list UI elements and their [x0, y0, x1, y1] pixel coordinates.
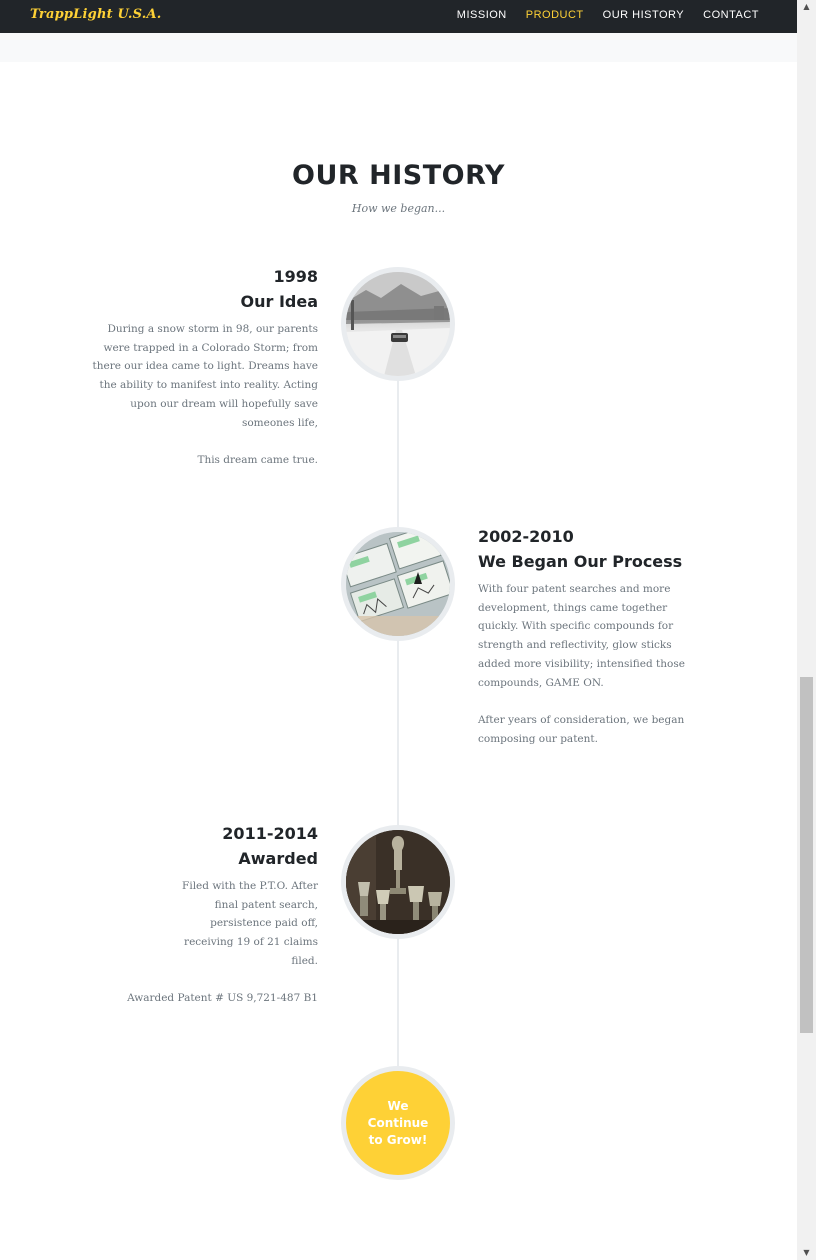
timeline-year: 2002-2010 — [478, 527, 574, 546]
timeline-paragraph: This dream came true. — [197, 453, 318, 466]
timeline-body — [78, 320, 318, 470]
timeline-heading: We Began Our Process — [478, 552, 683, 571]
timeline-image-snowy-road — [341, 267, 455, 381]
timeline-year: 2011-2014 — [222, 824, 318, 843]
timeline-year: 1998 — [273, 267, 318, 286]
timeline-heading: Awarded — [238, 849, 318, 868]
timeline-paragraph: Awarded Patent # US 9,721-487 B1 — [127, 992, 318, 1005]
scrollbar[interactable] — [797, 0, 816, 1260]
timeline-paragraph: With four patent searches and more development, things came together quickly. With specific compounds for strength and reflectivity, glow sticks added more visibility; intensified those compounds, GAME ON. — [478, 583, 685, 689]
timeline-heading: Our Idea — [240, 292, 318, 311]
scroll-down-icon[interactable]: ▼ — [803, 1248, 810, 1257]
section-subtitle: How we began... — [351, 202, 446, 215]
timeline-paragraph: After years of consideration, we began composing our patent. — [478, 713, 685, 745]
timeline-entry-1998 — [78, 264, 318, 470]
timeline-body — [78, 877, 318, 1008]
timeline-paragraph: Filed with the P.T.O. After final patent search, persistence paid off, receiving 19 of 21 claims filed. — [182, 880, 318, 967]
brand-logo[interactable]: TrappLight U.S.A. — [30, 7, 162, 22]
nav-links — [457, 9, 759, 21]
section-divider-strip — [0, 33, 797, 62]
timeline-body — [478, 580, 703, 748]
timeline-final-badge — [341, 1066, 455, 1180]
nav-link-product[interactable]: PRODUCT — [525, 9, 584, 21]
timeline-image-drawings — [341, 527, 455, 641]
timeline-line — [397, 380, 399, 1070]
nav-link-contact[interactable]: CONTACT — [703, 9, 759, 21]
timeline-entry-2011-2014 — [78, 821, 318, 1008]
navbar — [0, 0, 797, 33]
nav-link-our-history[interactable]: OUR HISTORY — [602, 9, 685, 21]
scrollbar-thumb[interactable] — [800, 677, 813, 1033]
timeline-entry-2002-2010 — [478, 524, 703, 748]
timeline-paragraph: During a snow storm in 98, our parents were trapped in a Colorado Storm; from there our idea came to light. Dreams have the ability to manifest into reality. Acting upon our dream will hopefully save someones life, — [92, 323, 318, 429]
nav-link-mission[interactable]: MISSION — [456, 9, 507, 21]
timeline-image-trophies — [341, 825, 455, 939]
final-badge-text: We Continue to Grow! — [367, 1098, 429, 1147]
section-title: OUR HISTORY — [292, 160, 505, 191]
scroll-up-icon[interactable]: ▲ — [803, 2, 810, 11]
